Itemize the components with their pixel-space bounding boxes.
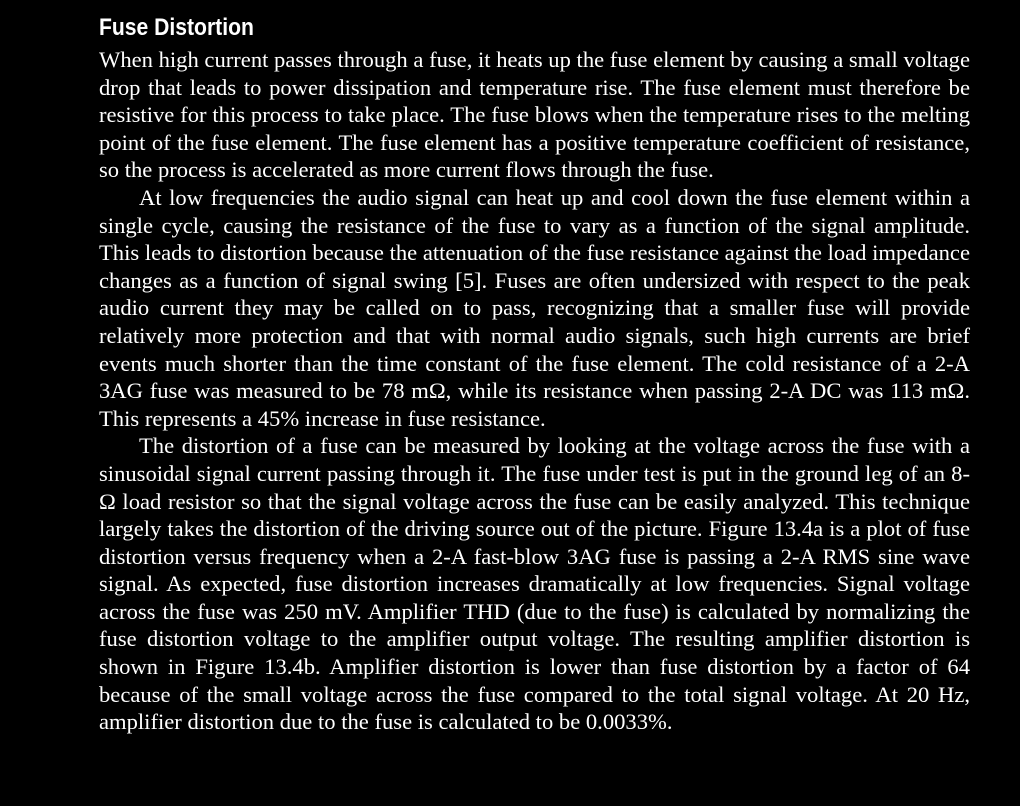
- paragraph-2: At low frequencies the audio signal can heat up and cool down the fuse element within a single cycle, causing the resistance of the fuse to vary as a function of the signal amplitude. This leads to distortion because the attenuation of the fuse resistance against the load impedance changes as a function of signal swing [5]. Fuses are often undersized with respect to the peak audio current they may be called on to pass, recognizing that a smaller fuse will provide relatively more protection and that with normal audio signals, such high currents are brief events much shorter than the time constant of the fuse element. The cold resistance of a 2-A 3AG fuse was measured to be 78 mΩ, while its resistance when passing 2-A DC was 113 mΩ. This represents a 45% increase in fuse resistance.: [99, 184, 970, 431]
- paragraph-3: The distortion of a fuse can be measured by looking at the voltage across the fuse with a sinusoidal signal current passing through it. The fuse under test is put in the ground leg of an 8-Ω load resistor so that the signal voltage across the fuse can be easily analyzed. This technique largely takes the distortion of the driving source out of the picture. Figure 13.4a is a plot of fuse distortion versus frequency when a 2-A fast-blow 3AG fuse is passing a 2-A RMS sine wave signal. As expected, fuse distortion increases dramatically at low frequencies. Signal voltage across the fuse was 250 mV. Amplifier THD (due to the fuse) is calculated by normalizing the fuse distortion voltage to the amplifier output voltage. The resulting amplifier distortion is shown in Figure 13.4b. Amplifier distortion is lower than fuse distortion by a factor of 64 because of the small voltage across the fuse compared to the total signal voltage. At 20 Hz, amplifier distortion due to the fuse is calculated to be 0.0033%.: [99, 433, 970, 735]
- paragraph-1: When high current passes through a fuse, it heats up the fuse element by causing a small voltage drop that leads to power dissipation and temperature rise. The fuse element must therefore be resistive for this process to take place. The fuse blows when the temperature rises to the melting point of the fuse element. The fuse element has a positive temperature coefficient of resistance, so the process is accelerated as more current flows through the fuse.: [99, 47, 970, 183]
- document-page: [99, 12, 970, 736]
- section-heading: Fuse Distortion: [99, 14, 254, 41]
